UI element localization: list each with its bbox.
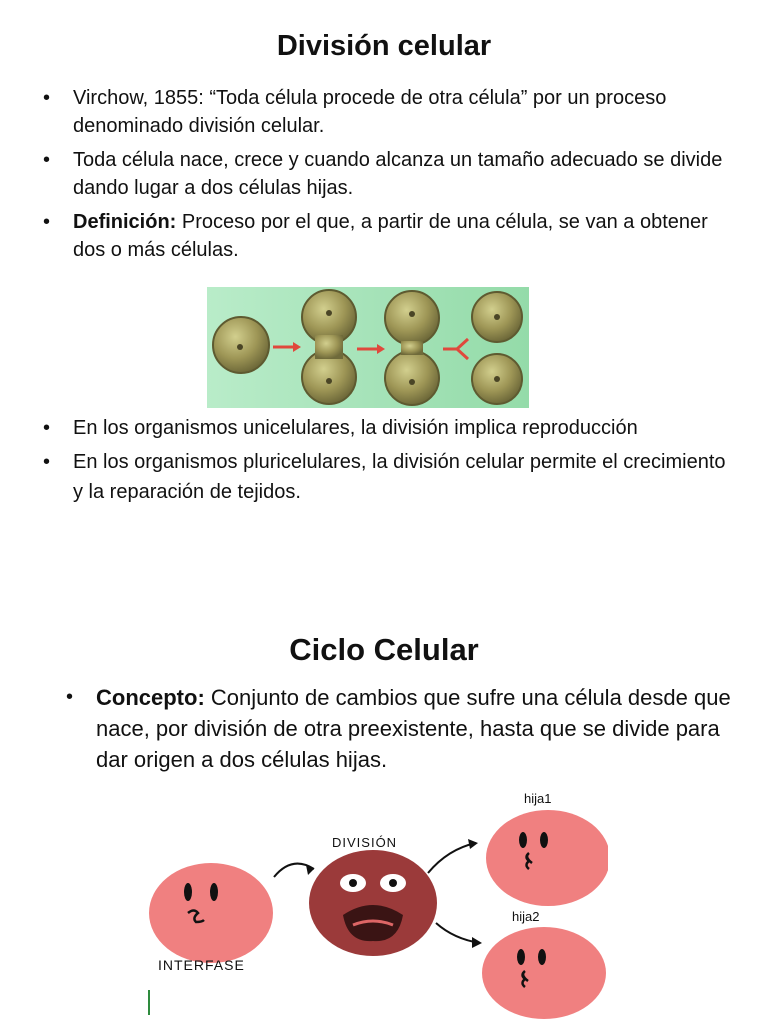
daughter-cell-1-icon [486, 810, 608, 906]
mother-cell-icon [213, 317, 269, 373]
bullet-list [43, 84, 733, 270]
bullet-list [43, 413, 733, 511]
arrow-icon [428, 843, 476, 873]
bullet-text: Toda célula nace, crece y cuando alcanza un tamaño adecuado se divide dando lugar a dos células hijas. [73, 149, 723, 199]
cell-division-svg [207, 287, 529, 408]
interphase-cell-icon [149, 863, 273, 963]
bullet-list [66, 682, 736, 775]
list-item [43, 447, 733, 507]
arrow-icon [273, 342, 301, 352]
definition-label: Definición: [73, 211, 177, 233]
list-item [43, 208, 733, 264]
bullet-text: En los organismos unicelulares, la división implica reproducción [73, 417, 638, 439]
cell-division-illustration [207, 287, 529, 408]
bullet-icon: • [43, 87, 51, 109]
daughter1-label: hija1 [524, 791, 552, 806]
bullet-icon: • [43, 149, 51, 171]
interphase-label: INTERFASE [158, 957, 245, 973]
division-label: DIVISIÓN [332, 835, 398, 850]
concept-text: Conjunto de cambios que sufre una célula desde que nace, por división de otra preexistente, hasta que se divide para dar origen a dos células hijas. [96, 685, 731, 772]
list-item [43, 413, 733, 443]
split-arrow-icon [443, 339, 468, 359]
bullet-icon: • [43, 417, 51, 439]
daughter-cell-2-icon [482, 927, 606, 1019]
daughter2-label: hija2 [512, 909, 540, 924]
arrowhead-icon [468, 839, 478, 849]
dividing-cell-icon [385, 291, 439, 405]
arrow-icon [357, 344, 385, 354]
page-title: División celular [276, 30, 492, 62]
daughter-cell-icon [472, 292, 522, 342]
bullet-icon: • [43, 451, 51, 473]
list-item [66, 682, 736, 775]
arrowhead-icon [472, 937, 482, 948]
list-item [43, 84, 733, 140]
bullet-icon: • [43, 211, 51, 233]
cell-cycle-illustration [148, 785, 608, 1021]
bullet-text: Proceso por el que, a partir de una célula, se van a obtener dos o más células. [73, 211, 708, 261]
dividing-cell-icon [309, 850, 437, 956]
bullet-icon: • [66, 686, 74, 708]
section-title: Ciclo Celular [289, 632, 479, 667]
cell-cycle-svg [148, 785, 608, 1021]
dividing-cell-icon [302, 290, 356, 404]
bullet-text: Virchow, 1855: “Toda célula procede de otra célula” por un proceso denominado división celular. [73, 87, 667, 137]
concept-label: Concepto: [96, 685, 205, 710]
daughter-cell-icon [472, 354, 522, 404]
list-item [43, 146, 733, 202]
bullet-text: En los organismos pluricelulares, la división celular permite el crecimiento y la reparación de tejidos. [73, 451, 726, 503]
